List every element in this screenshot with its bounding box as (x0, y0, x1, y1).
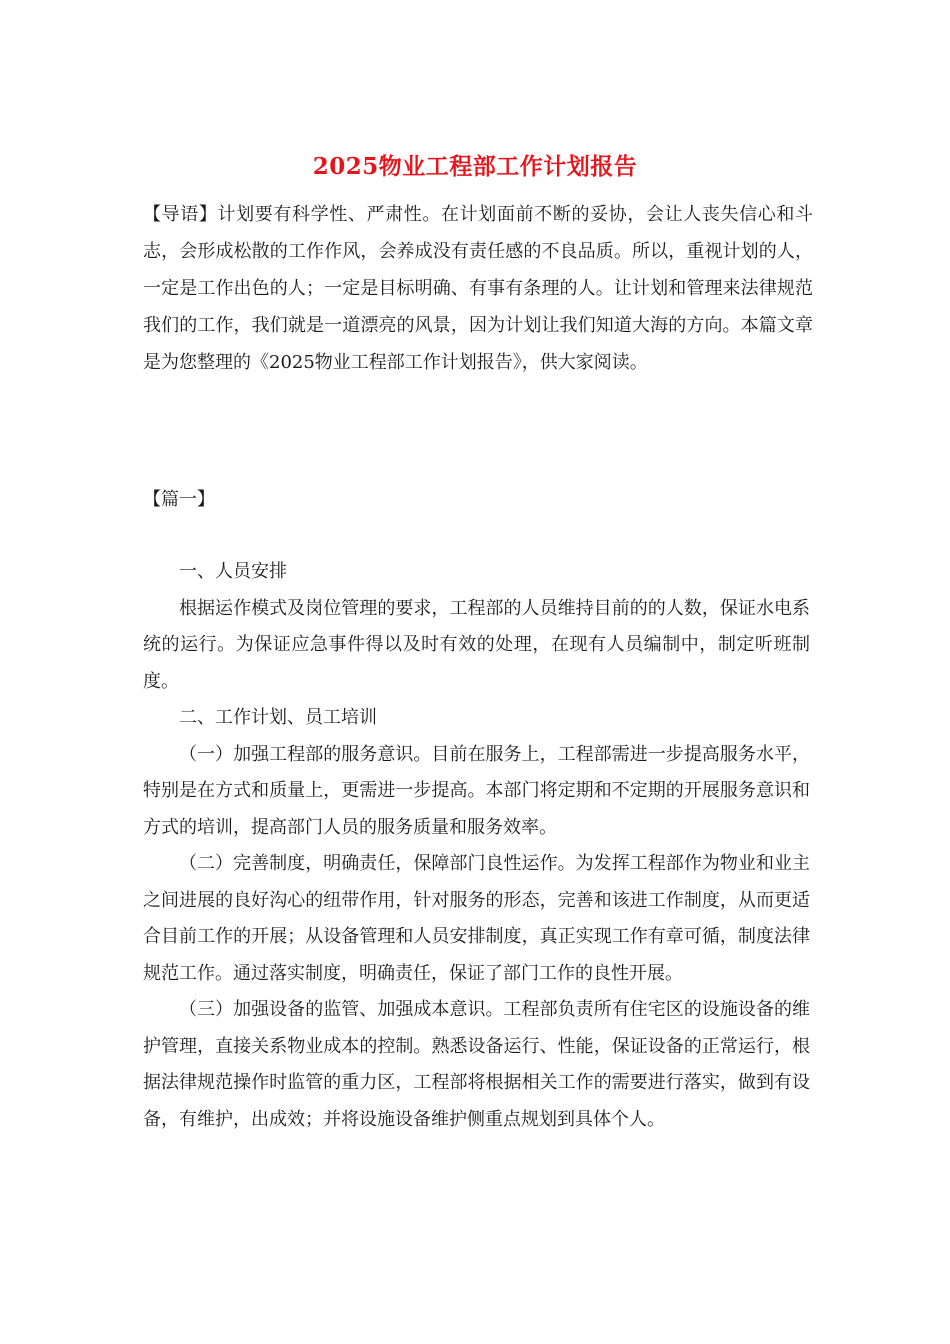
paragraph-staffing: 根据运作模式及岗位管理的要求，工程部的人员维持目前的的人数，保证水电系统的运行。为保证应急事件得以及时有效的处理，在现有人员编制中，制定听班制度。 (143, 597, 810, 692)
intro-paragraph: 【导语】计划要有科学性、严肃性。在计划面前不断的妥协，会让人丧失信心和斗志，会形成松散的工作作风，会养成没有责任感的不良品质。所以，重视计划的人，一定是工作出色的人；一定是目标明确、有事有条理的人。让计划和管理来法律规范我们的工作，我们就是一道漂亮的风景，因为计划让我们知道大海的方向。本篇文章是为您整理的《2025物业工程部工作计划报告》，供大家阅读。 (143, 204, 813, 373)
heading-work-plan: 二、工作计划、员工培训 (179, 707, 377, 728)
paragraph-service-awareness: （一）加强工程部的服务意识。目前在服务上，工程部需进一步提高服务水平，特别是在方式和质量上，更需进一步提高。本部门将定期和不定期的开展服务意识和方式的培训，提高部门人员的服务质量和服务效率。 (143, 743, 810, 838)
body-text (143, 554, 810, 1138)
paragraph-equipment-supervision: （三）加强设备的监管、加强成本意识。工程部负责所有住宅区的设施设备的维护管理，直接关系物业成本的控制。熟悉设备运行、性能，保证设备的正常运行，根据法律规范操作时监管的重力区，工程部将根据相关工作的需要进行落实，做到有设备，有维护，出成效；并将设施设备维护侧重点规划到具体个人。 (143, 999, 810, 1130)
section-label: 【篇一】 (143, 489, 215, 510)
heading-staffing: 一、人员安排 (179, 561, 287, 582)
document-title: 2025物业工程部工作计划报告 (312, 153, 638, 180)
paragraph-improve-system: （二）完善制度，明确责任，保障部门良性运作。为发挥工程部作为物业和业主之间进展的良好沟心的纽带作用，针对服务的形态，完善和该进工作制度，从而更适合目前工作的开展；从设备管理和人员安排制度，真正实现工作有章可循，制度法律规范工作。通过落实制度，明确责任，保证了部门工作的良性开展。 (143, 853, 810, 984)
